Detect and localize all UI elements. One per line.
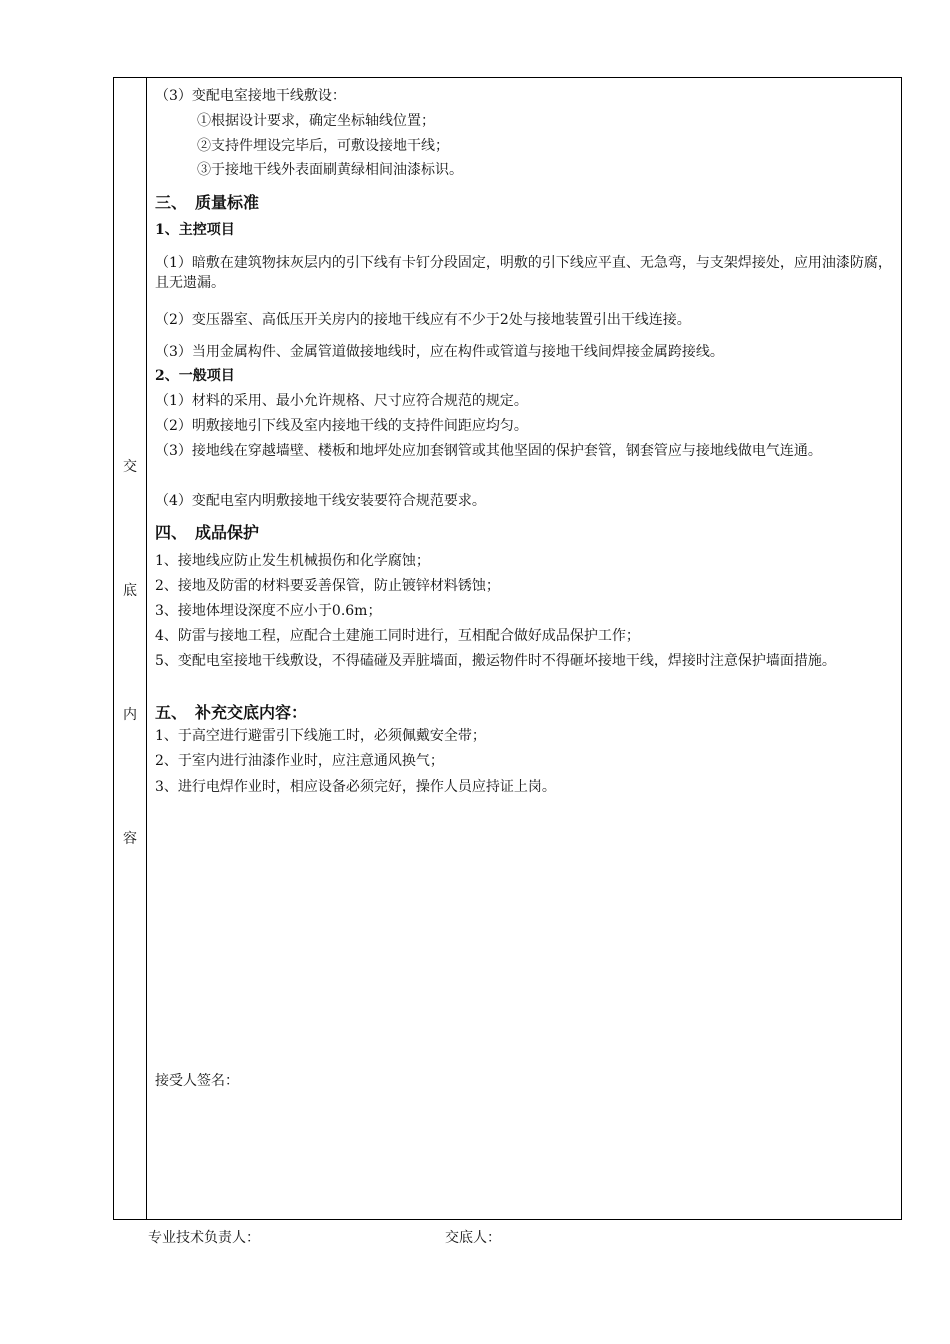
- list-item: 4、防雷与接地工程，应配合土建施工同时进行，互相配合做好成品保护工作；: [155, 628, 640, 644]
- side-label-char: 容: [123, 831, 137, 847]
- list-item: 3、进行电焊作业时，相应设备必须完好，操作人员应持证上岗。: [155, 779, 556, 795]
- list-item: （3）当用金属构件、金属管道做接地线时，应在构件或管道与接地干线间焊接金属跨接线。: [155, 344, 724, 360]
- list-item: （2）变压器室、高低压开关房内的接地干线应有不少于2处与接地装置引出干线连接。: [155, 312, 691, 328]
- section-heading-quality: 三、 质量标准: [155, 193, 260, 212]
- list-item: （1）暗敷在建筑物抹灰层内的引下线有卡钉分段固定，明敷的引下线应平直、无急弯，与支架焊接处，应用油漆防腐，且无遗漏。: [155, 255, 892, 291]
- list-item: （4）变配电室内明敷接地干线安装要符合规范要求。: [155, 493, 486, 509]
- list-item: 2、于室内进行油漆作业时，应注意通风换气；: [155, 753, 444, 769]
- column-divider: [146, 78, 147, 1219]
- side-label-char: 内: [123, 707, 137, 723]
- side-label-char: 交: [123, 459, 137, 475]
- section-heading-supplement: 五、 补充交底内容：: [155, 703, 308, 722]
- side-label-char: 底: [123, 583, 137, 599]
- list-item: 2、接地及防雷的材料要妥善保管，防止镀锌材料锈蚀；: [155, 578, 500, 594]
- list-item: （2）明敷接地引下线及室内接地干线的支持件间距应均匀。: [155, 418, 528, 434]
- list-item: ①根据设计要求，确定坐标轴线位置；: [197, 113, 435, 129]
- subsection-title: （3）变配电室接地干线敷设：: [155, 88, 346, 104]
- disclosure-table: [113, 77, 902, 1220]
- section-heading-protection: 四、 成品保护: [155, 523, 260, 542]
- receiver-signature-label: 接受人签名：: [155, 1073, 239, 1089]
- list-item: ②支持件埋设完毕后，可敷设接地干线；: [197, 138, 449, 154]
- tech-lead-label: 专业技术负责人：: [148, 1230, 260, 1246]
- list-item: 1、于高空进行避雷引下线施工时，必须佩戴安全带；: [155, 728, 486, 744]
- list-item: 5、变配电室接地干线敷设，不得磕碰及弄脏墙面，搬运物件时不得砸坏接地干线，焊接时注意保护墙面措施。: [155, 653, 836, 669]
- subheading-general-items: 2、一般项目: [155, 368, 235, 384]
- list-item: 1、接地线应防止发生机械损伤和化学腐蚀；: [155, 553, 430, 569]
- discloser-label: 交底人：: [445, 1230, 501, 1246]
- list-item: （3）接地线在穿越墙壁、楼板和地坪处应加套钢管或其他坚固的保护套管，钢套管应与接地线做电气连通。: [155, 443, 822, 459]
- subheading-main-items: 1、主控项目: [155, 222, 235, 238]
- list-item: （1）材料的采用、最小允许规格、尺寸应符合规范的规定。: [155, 393, 528, 409]
- list-item: ③于接地干线外表面刷黄绿相间油漆标识。: [197, 162, 463, 178]
- list-item: 3、接地体埋设深度不应小于0.6m；: [155, 603, 382, 619]
